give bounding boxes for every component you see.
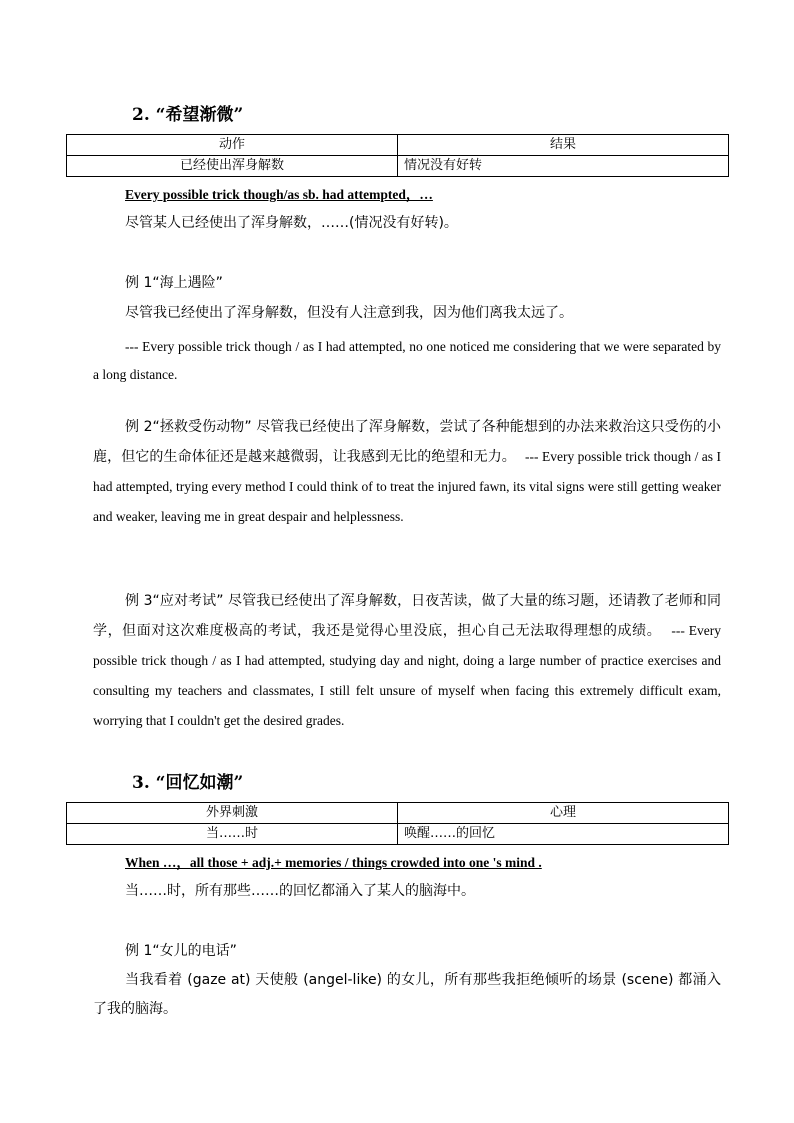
example-english (93, 333, 721, 389)
table-header-cell: 心理 (398, 803, 729, 824)
example-2-paragraph (93, 413, 721, 532)
table-header-cell: 动作 (67, 135, 398, 156)
example-english-text: --- Every possible trick though / as I had attempted, no one noticed me considering that we were separated by a long distance. (93, 339, 721, 382)
example-3-paragraph (93, 587, 721, 736)
table-row (67, 803, 729, 824)
example-english: --- Every possible trick though / as I had attempted, trying every method I could think of to treat the injured fawn, its vital signs were still getting weaker and weaker, leaving me in great despair and helplessness. (93, 449, 722, 524)
example-chinese: 例 3“应对考试” 尽管我已经使出了浑身解数，日夜苦读，做了大量的练习题，还请教了老师和同学，但面对这次难度极高的考试，我还是觉得心里没底，担心自己无法取得理想的成绩。 (93, 593, 721, 639)
section-2-formula-translation: 尽管某人已经使出了浑身解数，……(情况没有好转)。 (125, 215, 458, 231)
section-3-formula: When …，all those + adj.+ memories / things crowded into one 's mind . (125, 855, 542, 870)
table-header-cell: 结果 (398, 135, 729, 156)
table-row (67, 156, 729, 177)
example-chinese: 尽管我已经使出了浑身解数，但没有人注意到我，因为他们离我太远了。 (125, 305, 573, 321)
example-english: --- Every possible trick though / as I had attempted, studying day and night, doing a large number of practice exercises and consulting my teachers and classmates, I still felt unsure of myself when facing this extremely difficult exam, worrying that I couldn't get the desired grades. (93, 623, 721, 728)
section-2-title: 2. “希望渐微” (132, 105, 244, 125)
section-2-formula: Every possible trick though/as sb. had attempted，… (125, 187, 433, 202)
section-2-table (66, 134, 729, 177)
example-paragraph (93, 966, 721, 1024)
example-title: 例 1“海上遇险” (125, 275, 223, 291)
example-chinese: 例 2“拯救受伤动物” 尽管我已经使出了浑身解数，尝试了各种能想到的办法来救治这只受伤的小鹿，但它的生命体征还是越来越微弱，让我感到无比的绝望和无力。 (93, 419, 721, 465)
table-cell: 唤醒……的回忆 (398, 824, 729, 845)
table-row (67, 135, 729, 156)
table-cell: 当……时 (67, 824, 398, 845)
table-header-cell: 外界刺激 (67, 803, 398, 824)
section-3-title: 3. “回忆如潮” (132, 773, 244, 793)
example-chinese: 当我看着 (gaze at) 天使般 (angel-like) 的女儿，所有那些我拒绝倾听的场景 (scene) 都涌入了我的脑海。 (93, 972, 721, 1017)
table-cell: 已经使出浑身解数 (67, 156, 398, 177)
table-cell: 情况没有好转 (398, 156, 729, 177)
table-row (67, 824, 729, 845)
section-3-table (66, 802, 729, 845)
section-3-formula-translation: 当……时，所有那些……的回忆都涌入了某人的脑海中。 (125, 883, 475, 899)
example-title: 例 1“女儿的电话” (125, 943, 237, 959)
